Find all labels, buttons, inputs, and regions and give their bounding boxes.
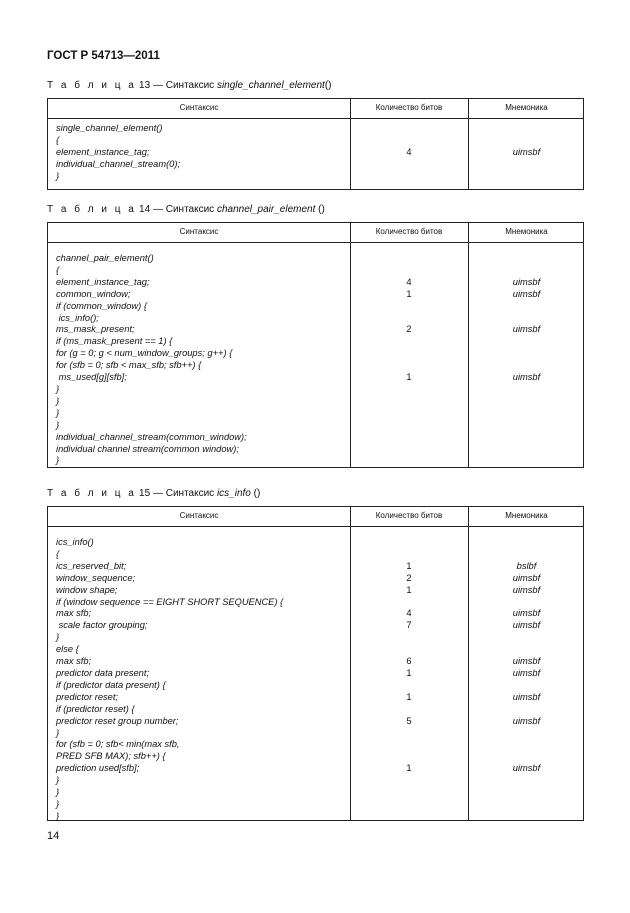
syntax-line: } [56,395,60,406]
column-header: Мнемоника [505,227,548,236]
syntax-line: scale factor grouping; [56,620,148,631]
bits-cell: 4 [406,276,412,287]
syntax-line: ics_reserved_bit; [56,560,127,571]
syntax-line: channel_pair_element() [56,253,154,263]
syntax-line: } [56,407,60,418]
syntax-line: } [56,775,60,786]
table-15 [47,506,584,821]
mnemonic-cell: uimsbf [512,572,541,583]
bits-cell: 1 [406,691,412,702]
syntax-line: individual_channel_stream(common_window); [56,431,247,442]
syntax-line: } [56,632,60,643]
mnemonic-cell: uimsbf [512,691,541,702]
syntax-line: for (sfb = 0; sfb < max_sfb; sfb++) { [56,360,202,371]
syntax-line: { [56,264,60,275]
bits-cell: 1 [406,560,412,571]
column-header: Количество битов [375,227,443,236]
table-13-caption: Т а б л и ц а 13 — Синтаксис single_channel_element() [47,80,332,91]
column-divider [468,223,469,467]
column-header: Синтаксис [179,227,219,236]
column-divider [350,223,351,467]
column-divider [350,99,351,189]
column-header: Синтаксис [179,511,219,520]
syntax-line: if (window sequence == EIGHT SHORT SEQUENCE) { [56,596,284,607]
syntax-line: if (predictor reset) { [56,703,135,714]
syntax-line: } [56,383,60,394]
column-header: Мнемоника [505,511,548,520]
syntax-line: } [56,787,60,798]
bits-cell: 1 [406,288,412,299]
syntax-line: window_sequence; [56,572,136,583]
syntax-line: if (predictor data present) { [56,679,166,690]
syntax-line: individual_channel_stream(0); [56,158,181,169]
syntax-line: } [56,419,60,430]
bits-cell: 2 [406,572,412,583]
column-header: Количество битов [375,511,443,520]
syntax-line: ics_info() [56,537,94,547]
bits-cell: 6 [406,656,412,666]
syntax-line: max sfb; [56,656,92,667]
bits-cell: 1 [406,372,412,382]
syntax-line: if (ms_mask_present == 1) { [56,336,173,347]
syntax-line: for (sfb = 0; sfb< min(max sfb, [56,739,180,750]
table-header-row [48,99,583,119]
column-header: Количество битов [375,103,443,112]
syntax-line: } [56,798,60,809]
syntax-line: for (g = 0; g < num_window_groups; g++) { [56,348,233,359]
syntax-block [56,537,283,823]
mnemonic-cell: uimsbf [512,608,541,619]
mnemonic-cell: uimsbf [512,288,541,299]
syntax-line: predictor reset; [56,691,119,702]
column-header: Мнемоника [505,103,548,112]
bits-cell: 2 [406,324,412,335]
table-15-caption: Т а б л и ц а 15 — Синтаксис ics_info () [47,488,261,499]
syntax-line: element_instance_tag; [56,276,150,287]
syntax-line: { [56,134,60,145]
mnemonic-cell: uimsbf [512,372,541,382]
bits-cell: 5 [406,715,412,726]
table-14-caption: Т а б л и ц а 14 — Синтаксис channel_pair_element () [47,204,325,215]
syntax-line: prediction used[sfb]; [56,763,140,774]
mnemonic-cell: uimsbf [512,715,541,726]
table-header-row [48,223,583,243]
syntax-line: common_window; [56,288,131,299]
syntax-line: ics_info(); [56,312,99,323]
table-14 [47,222,584,468]
syntax-line: } [56,455,60,466]
syntax-line: window shape; [56,584,118,595]
syntax-line: } [56,727,60,738]
column-divider [468,99,469,189]
syntax-line: } [56,810,60,821]
syntax-line: element_instance_tag; [56,146,150,157]
syntax-line: if (common_window) { [56,300,147,311]
bits-cell: 1 [406,763,412,774]
mnemonic-cell: uimsbf [512,324,541,335]
bits-cell: 7 [406,620,412,631]
mnemonic-cell: uimsbf [512,146,541,157]
column-header: Синтаксис [179,103,219,112]
mnemonic-cell: uimsbf [512,656,541,666]
bits-cell: 4 [406,146,412,157]
syntax-line: } [56,170,60,181]
syntax-line: predictor data present; [56,667,150,678]
table-header-row [48,507,583,527]
syntax-line: single_channel_element() [56,123,163,133]
syntax-line: ms_used[g][sfb]; [56,372,127,383]
syntax-line: PRED SFB MAX); sfb++) { [56,751,166,762]
syntax-line: else { [56,644,79,655]
mnemonic-cell: uimsbf [512,276,541,287]
bits-cell: 4 [406,608,412,619]
document-header: ГОСТ Р 54713—2011 [47,50,160,62]
syntax-block [56,253,247,467]
mnemonic-cell: bslbf [516,560,537,571]
page-number: 14 [47,830,60,842]
syntax-line: max sfb; [56,608,92,619]
syntax-line: individual channel stream(common window); [56,443,239,454]
mnemonic-cell: uimsbf [512,763,541,774]
bits-cell: 1 [406,584,412,595]
mnemonic-cell: uimsbf [512,667,541,678]
syntax-line: ms_mask_present; [56,324,135,335]
mnemonic-cell: uimsbf [512,584,541,595]
bits-cell: 1 [406,667,412,678]
table-13 [47,98,584,190]
syntax-line: { [56,548,60,559]
syntax-block [56,123,180,183]
mnemonic-cell: uimsbf [512,620,541,631]
syntax-line: predictor reset group number; [56,715,179,726]
